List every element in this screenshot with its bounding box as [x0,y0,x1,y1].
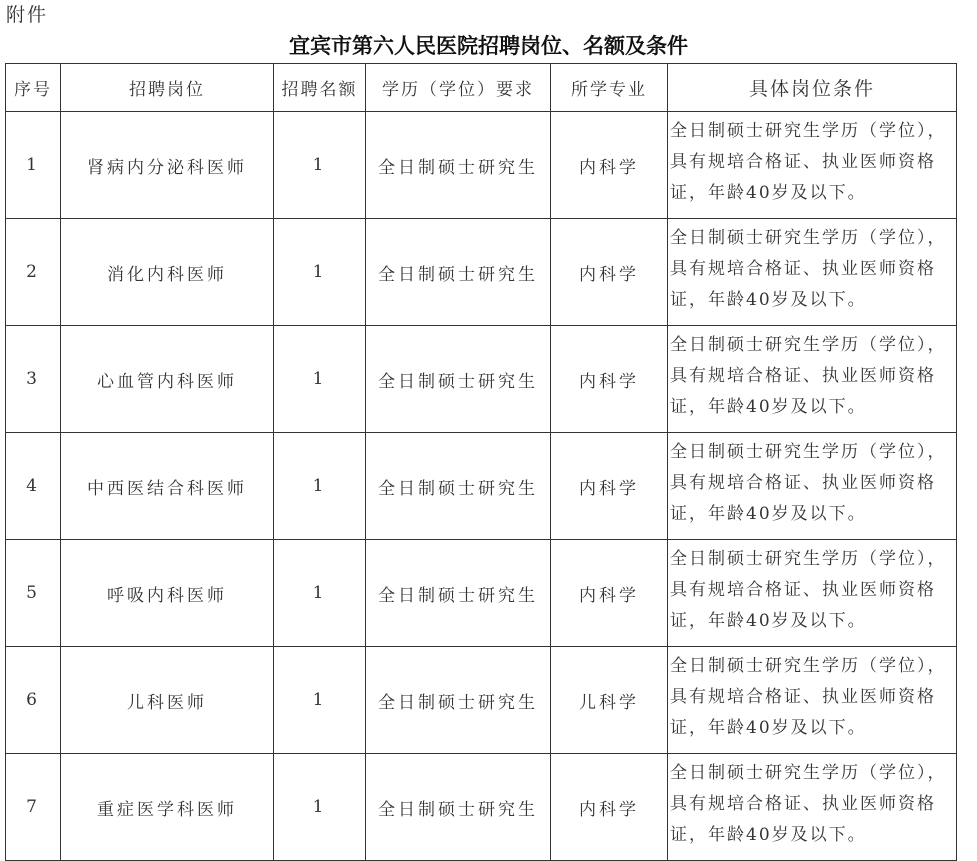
cell-major: 儿科学 [551,647,668,754]
cell-major: 内科学 [551,112,668,219]
cell-no: 2 [6,219,61,326]
cell-position: 心血管内科医师 [61,326,274,433]
cell-count: 1 [274,433,366,540]
recruitment-table [5,63,957,861]
cell-conditions: 全日制硕士研究生学历（学位），具有规培合格证、执业医师资格证，年龄40岁及以下。 [668,326,957,433]
cell-conditions: 全日制硕士研究生学历（学位），具有规培合格证、执业医师资格证，年龄40岁及以下。 [668,112,957,219]
cell-education: 全日制硕士研究生 [366,754,551,861]
cell-no: 3 [6,326,61,433]
attachment-label: 附件 [6,4,49,26]
header-count: 招聘名额 [274,64,366,112]
table-row [6,754,957,861]
cell-education: 全日制硕士研究生 [366,219,551,326]
cell-education: 全日制硕士研究生 [366,433,551,540]
cell-position: 肾病内分泌科医师 [61,112,274,219]
cell-position: 呼吸内科医师 [61,540,274,647]
cell-position: 儿科医师 [61,647,274,754]
cell-conditions: 全日制硕士研究生学历（学位），具有规培合格证、执业医师资格证，年龄40岁及以下。 [668,219,957,326]
table-row [6,112,957,219]
cell-no: 6 [6,647,61,754]
cell-major: 内科学 [551,433,668,540]
cell-education: 全日制硕士研究生 [366,112,551,219]
table-row [6,647,957,754]
header-major: 所学专业 [551,64,668,112]
cell-no: 7 [6,754,61,861]
header-no: 序号 [6,64,61,112]
cell-count: 1 [274,647,366,754]
cell-no: 5 [6,540,61,647]
document-title: 宜宾市第六人民医院招聘岗位、名额及条件 [289,34,688,58]
cell-education: 全日制硕士研究生 [366,647,551,754]
cell-position: 重症医学科医师 [61,754,274,861]
table-row [6,540,957,647]
table-header-row [6,64,957,112]
cell-position: 消化内科医师 [61,219,274,326]
cell-count: 1 [274,540,366,647]
cell-count: 1 [274,219,366,326]
cell-position: 中西医结合科医师 [61,433,274,540]
cell-no: 1 [6,112,61,219]
cell-major: 内科学 [551,540,668,647]
cell-conditions: 全日制硕士研究生学历（学位），具有规培合格证、执业医师资格证，年龄40岁及以下。 [668,754,957,861]
cell-conditions: 全日制硕士研究生学历（学位），具有规培合格证、执业医师资格证，年龄40岁及以下。 [668,540,957,647]
header-position: 招聘岗位 [61,64,274,112]
table-row [6,326,957,433]
header-education: 学历（学位）要求 [366,64,551,112]
cell-count: 1 [274,754,366,861]
cell-conditions: 全日制硕士研究生学历（学位），具有规培合格证、执业医师资格证，年龄40岁及以下。 [668,647,957,754]
header-conditions: 具体岗位条件 [668,64,957,112]
cell-major: 内科学 [551,219,668,326]
cell-major: 内科学 [551,754,668,861]
cell-count: 1 [274,112,366,219]
table-row [6,219,957,326]
table-row [6,433,957,540]
cell-education: 全日制硕士研究生 [366,326,551,433]
cell-education: 全日制硕士研究生 [366,540,551,647]
cell-no: 4 [6,433,61,540]
cell-count: 1 [274,326,366,433]
cell-conditions: 全日制硕士研究生学历（学位），具有规培合格证、执业医师资格证，年龄40岁及以下。 [668,433,957,540]
cell-major: 内科学 [551,326,668,433]
